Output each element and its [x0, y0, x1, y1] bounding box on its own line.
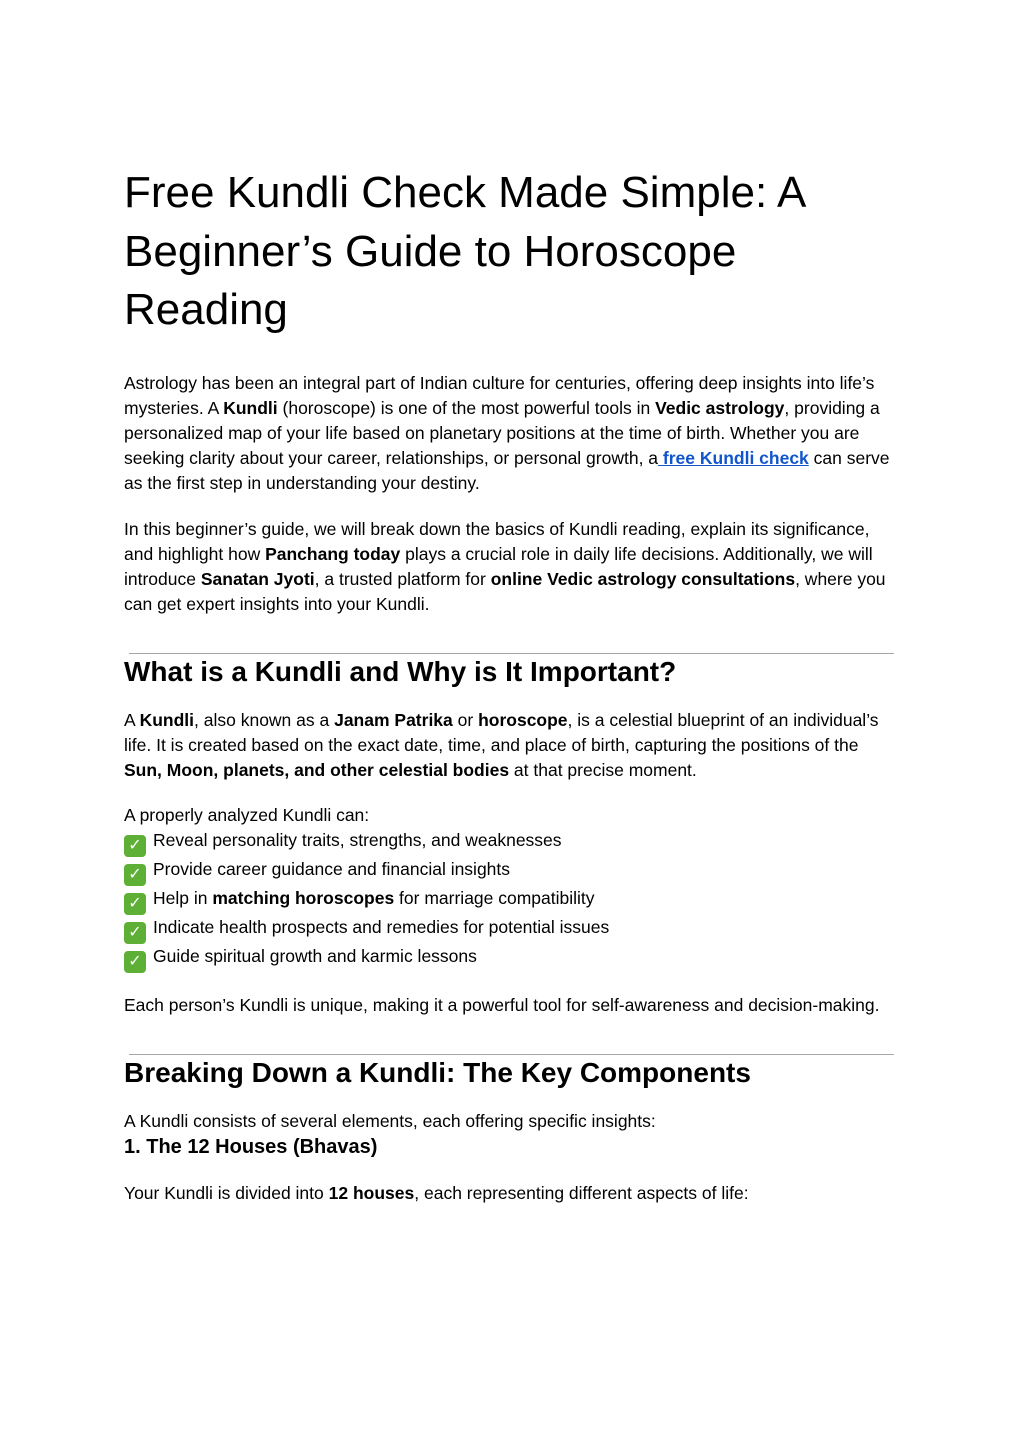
section-heading-kundli: What is a Kundli and Why is It Important?	[124, 655, 677, 687]
document-body	[124, 164, 894, 1206]
section-heading-components: Breaking Down a Kundli: The Key Components	[124, 1056, 751, 1088]
list-item	[124, 915, 894, 944]
bold-text: Kundli	[139, 709, 195, 730]
bold-text: Vedic astrology	[655, 397, 785, 418]
bold-text: matching horoscopes	[212, 887, 395, 908]
text: Astrology has been an integral part of Indian culture for centuries, offering deep insights into life’s mysteries. A	[124, 372, 875, 418]
text: A	[124, 709, 140, 730]
free-kundli-check-link[interactable]: free Kundli check	[658, 447, 809, 468]
text: can serve as the first step in understanding your destiny.	[124, 447, 890, 493]
bold-text: Panchang today	[265, 543, 401, 564]
text: In this beginner’s guide, we will break down the basics of Kundli reading, explain its significance, and highlight how	[124, 518, 870, 564]
list-item-text: Help in	[153, 887, 213, 908]
list-item-text: Guide spiritual growth and karmic lessons	[153, 945, 477, 966]
bold-text: 12 houses	[328, 1182, 415, 1203]
intro-paragraph-1	[124, 371, 894, 496]
list-item	[124, 944, 894, 973]
check-mark-icon: ✓	[124, 835, 146, 857]
text: , each representing different aspects of life:	[414, 1182, 749, 1203]
benefits-list	[124, 803, 894, 973]
bold-text: Sanatan Jyoti	[200, 568, 315, 589]
text: plays a crucial role in daily life decisions. Additionally, we will introduce	[124, 543, 873, 589]
page-title: Free Kundli Check Made Simple: A Beginner’s Guide to Horoscope Reading	[124, 168, 804, 334]
list-item-text: Provide career guidance and financial insights	[153, 858, 511, 879]
kundli-definition-paragraph	[124, 708, 894, 783]
check-mark-icon: ✓	[124, 922, 146, 944]
check-mark-icon: ✓	[124, 893, 146, 915]
uniqueness-paragraph: Each person’s Kundli is unique, making it a powerful tool for self-awareness and decision-making.	[124, 994, 880, 1015]
bold-text: online Vedic astrology consultations	[490, 568, 796, 589]
text: , a trusted platform for	[314, 568, 491, 589]
sub-heading-houses: 1. The 12 Houses (Bhavas)	[124, 1135, 378, 1158]
check-mark-icon: ✓	[124, 864, 146, 886]
list-item	[124, 857, 894, 886]
bold-text: horoscope	[478, 709, 568, 730]
houses-paragraph	[124, 1181, 894, 1206]
components-intro-paragraph: A Kundli consists of several elements, each offering specific insights:	[124, 1110, 656, 1131]
bold-text: Sun, Moon, planets, and other celestial bodies	[124, 759, 510, 780]
text: Your Kundli is divided into	[124, 1182, 329, 1203]
list-item-text: Reveal personality traits, strengths, and weaknesses	[153, 829, 562, 850]
bold-text: Janam Patrika	[334, 709, 453, 730]
check-mark-icon: ✓	[124, 951, 146, 973]
list-intro: A properly analyzed Kundli can:	[124, 804, 370, 825]
list-item	[124, 828, 894, 857]
text: , providing a personalized map of your life based on planetary positions at the time of birth. Whether you are seeking clarity about your career, relationships, or personal growth, a	[124, 397, 880, 468]
list-item-text: for marriage compatibility	[394, 887, 595, 908]
list-item	[124, 886, 894, 915]
text: , also known as a	[194, 709, 335, 730]
text: or	[452, 709, 479, 730]
text: at that precise moment.	[509, 759, 697, 780]
bold-text: Kundli	[223, 397, 278, 418]
text: , is a celestial blueprint of an individual’s life. It is created based on the exact date, time, and place of birth, capturing the positions of the	[124, 709, 879, 755]
text: , where you can get expert insights into your Kundli.	[124, 568, 886, 614]
intro-paragraph-2	[124, 517, 894, 617]
text: (horoscope) is one of the most powerful tools in	[277, 397, 656, 418]
list-item-text: Indicate health prospects and remedies for potential issues	[153, 916, 610, 937]
